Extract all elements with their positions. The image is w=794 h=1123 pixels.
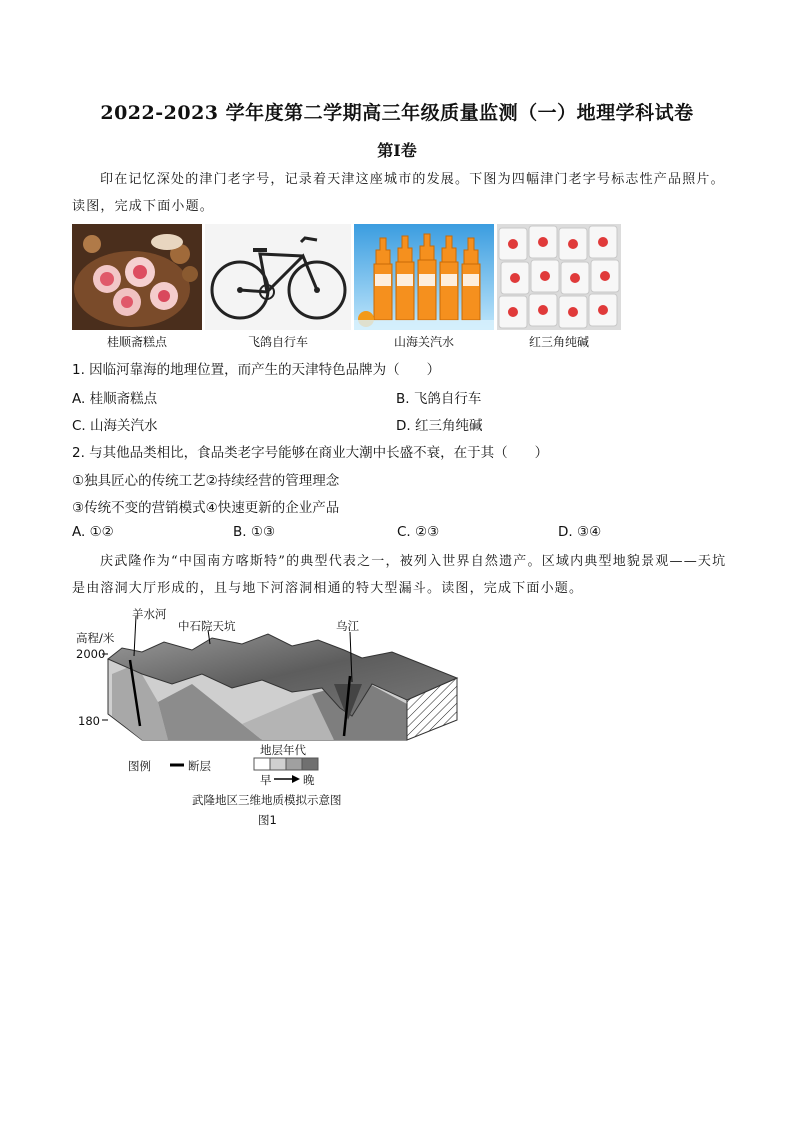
bicycle-photo <box>205 224 351 330</box>
label-zhongshiyuan-tiankeng: 中石院天坑 <box>178 619 236 633</box>
strata-age-title: 地层年代 <box>260 743 306 757</box>
figure-number: 图1 <box>258 813 277 827</box>
geology-figure <box>72 604 472 834</box>
photo-caption-pastry: 桂顺斋糕点 <box>106 335 167 349</box>
soda-ash-bags-icon <box>497 224 621 330</box>
strata-early-label: 早 <box>260 773 272 787</box>
intro-paragraph-2: 庆武隆作为“中国南方喀斯特”的典型代表之一，被列入世界自然遗产。区域内典型地貌景观——天坑是由溶洞大厅形成的，且与地下河溶洞相通的特大型漏斗。读图，完成下面小题。 <box>72 554 727 596</box>
soda-photo <box>354 224 494 330</box>
pastry-photo <box>72 224 202 330</box>
legend-fault-label: 断层 <box>188 759 211 773</box>
question-1-option-c[interactable]: C. 山海关汽水 <box>72 418 158 434</box>
photo-caption-bicycle: 飞鸽自行车 <box>247 335 308 349</box>
label-wujiang-river: 乌江 <box>336 619 359 633</box>
label-yangshui-river: 羊水河 <box>132 607 167 621</box>
photo-caption-soda-ash: 红三角纯碱 <box>528 335 589 349</box>
section-title: 第I卷 <box>377 141 417 160</box>
question-1-stem: 1. 因临河靠海的地理位置，而产生的天津特色品牌为（ ） <box>72 362 441 378</box>
figure-caption: 武隆地区三维地质模拟示意图 <box>192 793 342 807</box>
question-2-option-d[interactable]: D. ③④ <box>558 524 602 540</box>
question-2-option-b[interactable]: B. ①③ <box>233 524 276 540</box>
axis-label-elevation: 高程/米 <box>76 631 115 645</box>
pastry-photo-icon <box>72 224 202 330</box>
question-1-option-a[interactable]: A. 桂顺斋糕点 <box>72 391 158 407</box>
photo-caption-soda: 山海关汽水 <box>393 335 454 349</box>
question-2-statements-1: ①独具匠心的传统工艺②持续经营的管理理念 <box>72 473 340 489</box>
axis-tick-180: 180 <box>78 714 100 728</box>
soda-bottles-icon <box>354 224 494 330</box>
question-2-option-c[interactable]: C. ②③ <box>397 524 440 540</box>
question-1-option-d[interactable]: D. 红三角纯碱 <box>396 418 483 434</box>
legend-title: 图例 <box>128 759 151 773</box>
strata-late-label: 晚 <box>303 773 315 787</box>
axis-tick-2000: 2000 <box>76 647 106 661</box>
intro-paragraph-1: 印在记忆深处的津门老字号，记录着天津这座城市的发展。下图为四幅津门老字号标志性产品照片。读图，完成下面小题。 <box>72 172 725 214</box>
question-2-statements-2: ③传统不变的营销模式④快速更新的企业产品 <box>72 500 340 516</box>
question-2-stem: 2. 与其他品类相比，食品类老字号能够在商业大潮中长盛不衰，在于其（ ） <box>72 445 549 461</box>
bicycle-icon <box>205 224 351 330</box>
question-1-option-b[interactable]: B. 飞鸽自行车 <box>396 391 482 407</box>
page-title: 2022-2023 学年度第二学期高三年级质量监测（一）地理学科试卷 <box>100 102 694 124</box>
question-2-option-a[interactable]: A. ①② <box>72 524 114 540</box>
soda-ash-photo <box>497 224 621 330</box>
